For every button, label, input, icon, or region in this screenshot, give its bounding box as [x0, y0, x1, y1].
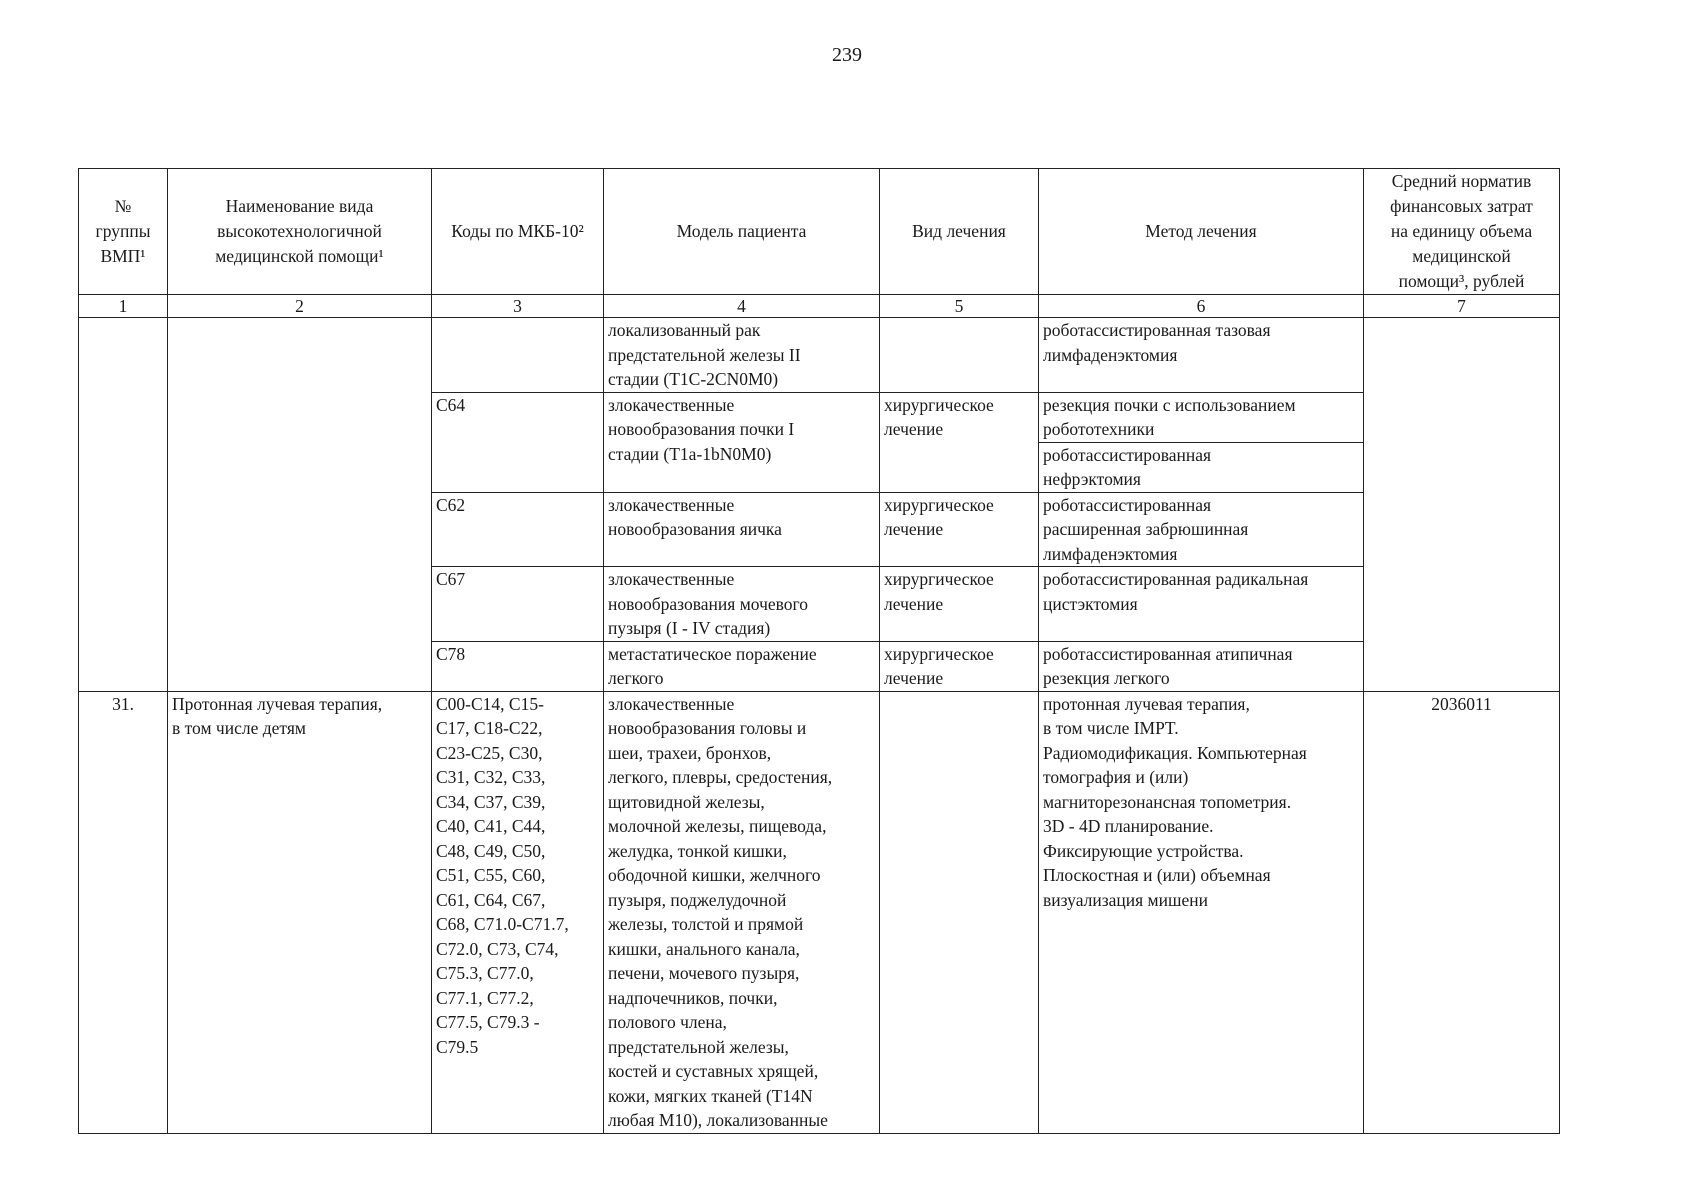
column-number: 5 [880, 295, 1039, 318]
table-row [79, 318, 1560, 393]
average-cost-cell: 2036011 [1364, 691, 1560, 1133]
treatment-method-cell: протонная лучевая терапия, в том числе IMPT. Радиомодификация. Компьютерная томография и (или) магниторезонансная топометрия. 3D - 4D планирование. Фиксирующие устройства. Плоскостная и (или) объемная визуализация мишени [1039, 691, 1364, 1133]
column-number-row [79, 295, 1560, 318]
header-row [79, 169, 1560, 295]
icd-code-cell: C62 [432, 492, 604, 567]
header-treatment-method: Метод лечения [1039, 169, 1364, 295]
header-treatment-type: Вид лечения [880, 169, 1039, 295]
column-number: 7 [1364, 295, 1560, 318]
treatment-method-cell: роботассистированная радикальная цистэктомия [1039, 567, 1364, 642]
treatment-type-cell: хирургическое лечение [880, 492, 1039, 567]
treatment-type-cell: хирургическое лечение [880, 567, 1039, 642]
treatment-method-cell: роботассистированная тазовая лимфаденэктомия [1039, 318, 1364, 393]
treatment-type-cell [880, 318, 1039, 393]
vmp-table [78, 168, 1560, 1134]
icd-code-cell: C64 [432, 392, 604, 492]
header-group-number: № группы ВМП¹ [79, 169, 168, 295]
treatment-method-cell: роботассистированная атипичная резекция легкого [1039, 641, 1364, 691]
header-patient-model: Модель пациента [604, 169, 880, 295]
care-name-cell [168, 318, 432, 692]
treatment-method-cell: роботассистированная расширенная забрюшинная лимфаденэктомия [1039, 492, 1364, 567]
column-number: 1 [79, 295, 168, 318]
patient-model-cell: злокачественные новообразования головы и шеи, трахеи, бронхов, легкого, плевры, средостения, щитовидной железы, молочной железы, пищевода, желудка, тонкой кишки, ободочной кишки, желчного пузыря, поджелудочной железы, толстой и прямой кишки, анального канала, печени, мочевого пузыря, надпочечников, почки, полового члена, предстательной железы, костей и суставных хрящей, кожи, мягких тканей (T14N любая M10), локализованные [604, 691, 880, 1133]
treatment-method-cell: роботассистированная нефрэктомия [1039, 442, 1364, 492]
group-number-cell: 31. [79, 691, 168, 1133]
column-number: 2 [168, 295, 432, 318]
average-cost-cell [1364, 318, 1560, 692]
group-number-cell [79, 318, 168, 692]
patient-model-cell: злокачественные новообразования почки I стадии (T1a-1bN0M0) [604, 392, 880, 492]
treatment-type-cell [880, 691, 1039, 1133]
patient-model-cell: злокачественные новообразования мочевого пузыря (I - IV стадия) [604, 567, 880, 642]
icd-code-cell [432, 318, 604, 393]
page-number: 239 [832, 44, 862, 66]
icd-code-cell: C00-C14, C15- C17, C18-C22, C23-C25, C30, C31, C32, C33, C34, C37, C39, C40, C41, C44, C48, C49, C50, C51, C55, C60, C61, C64, C67, C68, C71.0-C71.7, C72.0, C73, C74, C75.3, C77.0, C77.1, C77.2, C77.5, C79.3 - C79.5 [432, 691, 604, 1133]
column-number: 6 [1039, 295, 1364, 318]
icd-code-cell: C78 [432, 641, 604, 691]
treatment-method-cell: резекция почки с использованием робототехники [1039, 392, 1364, 442]
header-average-cost: Средний норматив финансовых затрат на единицу объема медицинской помощи³, рублей [1364, 169, 1560, 295]
treatment-type-cell: хирургическое лечение [880, 392, 1039, 492]
column-number: 3 [432, 295, 604, 318]
patient-model-cell: злокачественные новообразования яичка [604, 492, 880, 567]
column-number: 4 [604, 295, 880, 318]
table-row [79, 691, 1560, 1133]
icd-code-cell: C67 [432, 567, 604, 642]
patient-model-cell: метастатическое поражение легкого [604, 641, 880, 691]
patient-model-cell: локализованный рак предстательной железы II стадии (T1C-2CN0M0) [604, 318, 880, 393]
header-icd-codes: Коды по МКБ-10² [432, 169, 604, 295]
treatment-type-cell: хирургическое лечение [880, 641, 1039, 691]
care-name-cell: Протонная лучевая терапия, в том числе детям [168, 691, 432, 1133]
header-care-name: Наименование вида высокотехнологичной медицинской помощи¹ [168, 169, 432, 295]
